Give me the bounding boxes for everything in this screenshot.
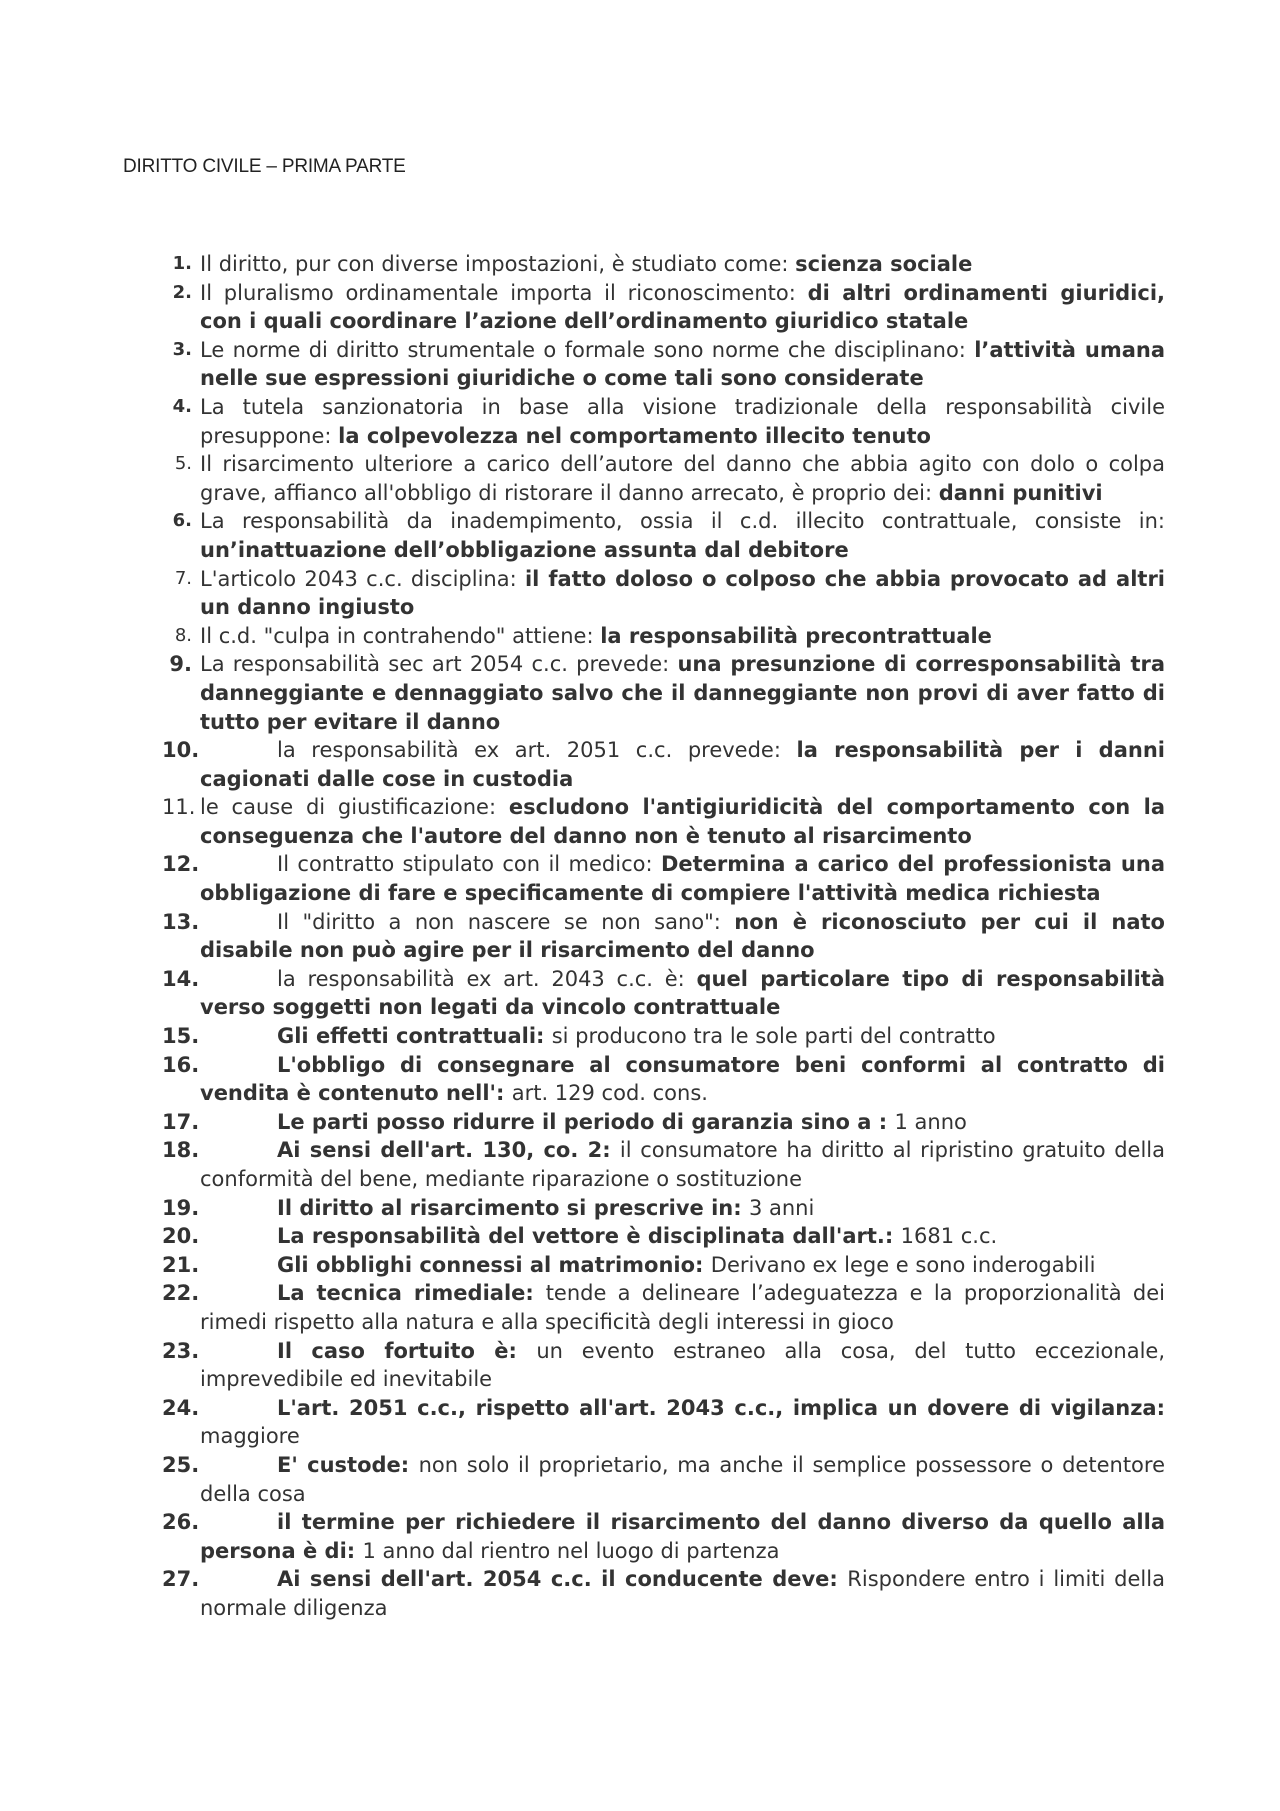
answer-text: maggiore [200, 1424, 300, 1449]
item-number: 5. [174, 453, 192, 475]
list-item [162, 1394, 1165, 1451]
question-text: Gli obblighi connessi al matrimonio: [277, 1252, 711, 1277]
item-number: 21. [162, 1252, 200, 1277]
question-text: Il risarcimento ulteriore a carico dell’autore del danno che abbia agito con dolo o colpa grave, affianco all'obbligo di ristorare il danno arrecato, è proprio dei: [200, 452, 1165, 505]
item-number: 27. [162, 1567, 200, 1592]
item-number: 24. [162, 1395, 200, 1420]
list-item [162, 1565, 1165, 1622]
answer-text: la colpevolezza nel comportamento illecito tenuto [338, 423, 931, 448]
answer-text: 1 anno dal rientro nel luogo di partenza [362, 1538, 780, 1563]
question-text: la responsabilità ex art. 2043 c.c. è: [277, 966, 697, 991]
item-number: 15. [162, 1024, 200, 1049]
question-text: Le norme di diritto strumentale o formale sono norme che disciplinano: [200, 337, 975, 362]
question-text: La tecnica rimediale: [277, 1281, 546, 1306]
question-text: L'obbligo di consegnare al consumatore beni conformi al contratto di vendita è contenuto nell': [200, 1052, 1165, 1106]
question-text: Ai sensi dell'art. 130, co. 2: [277, 1138, 620, 1163]
item-number: 26. [162, 1510, 200, 1535]
list-item [162, 1451, 1165, 1508]
answer-text: 1 anno [894, 1109, 967, 1134]
list-item [172, 336, 1166, 393]
question-text: La tutela sanzionatoria in base alla visione tradizionale della responsabilità civile presuppone: [200, 394, 1165, 448]
list-item [162, 793, 1165, 850]
item-number: 19. [162, 1195, 200, 1220]
question-text: La responsabilità da inadempimento, ossia il c.d. illecito contrattuale, consiste in: [200, 509, 1165, 534]
item-number: 9. [169, 652, 192, 677]
item-number: 3. [172, 338, 192, 360]
question-text: Il "diritto a non nascere se non sano": [277, 909, 735, 934]
answer-text: di altri ordinamenti giuridici, con i quali coordinare l’azione dell’ordinamento giuridico statale [200, 280, 1165, 334]
item-number: 14. [162, 966, 200, 991]
list-item [169, 650, 1166, 736]
list-item [162, 850, 1166, 907]
list-item [162, 1337, 1166, 1394]
answer-text: una presunzione di corresponsabilità tra danneggiante e dennaggiato salvo che il danneggiante non provi di aver fatto di tutto per evitare il danno [200, 652, 1166, 734]
list-item [162, 965, 1166, 1022]
item-number: 23. [162, 1338, 200, 1363]
item-number: 1. [172, 253, 192, 274]
answer-text: scienza sociale [795, 252, 973, 276]
question-text: Il c.d. "culpa in contrahendo" attiene: [200, 623, 601, 648]
answer-text: si producono tra le sole parti del contratto [551, 1024, 996, 1049]
answer-text: non solo il proprietario, ma anche il semplice possessore o detentore della cosa [200, 1452, 1165, 1506]
list-item [162, 736, 1165, 793]
item-number: 16. [162, 1052, 200, 1077]
question-text: E' custode: [277, 1452, 419, 1477]
list-item [162, 1508, 1165, 1565]
list-item [174, 622, 1165, 651]
question-text: Il pluralismo ordinamentale importa il riconoscimento: [200, 280, 808, 305]
answer-text: il consumatore ha diritto al ripristino gratuito della conformità del bene, mediante riparazione o sostituzione [200, 1138, 1165, 1191]
question-text: la responsabilità ex art. 2051 c.c. prevede: [277, 738, 797, 763]
answer-text: non è riconosciuto per cui il nato disabile non può agire per il risarcimento del danno [200, 909, 1165, 963]
question-text: La responsabilità sec art 2054 c.c. prevede: [200, 652, 678, 677]
question-text: Le parti posso ridurre il periodo di garanzia sino a : [277, 1109, 895, 1134]
item-number: 10. [162, 738, 200, 763]
answer-text: il fatto doloso o colposo che abbia provocato ad altri un danno ingiusto [200, 566, 1165, 620]
question-text: L'articolo 2043 c.c. disciplina: [200, 566, 525, 591]
item-number: 17. [162, 1109, 200, 1134]
item-number: 7. [174, 567, 192, 589]
question-text: Il caso fortuito è: [277, 1338, 537, 1363]
list-item [162, 1108, 1165, 1137]
question-text: L'art. 2051 c.c., rispetto all'art. 2043 c.c., implica un dovere di vigilanza: [277, 1395, 1165, 1420]
list-item [162, 908, 1165, 965]
item-number: 12. [162, 852, 200, 877]
answer-text: escludono l'antigiuridicità del comportamento con la conseguenza che l'autore del danno non è tenuto al risarcimento [200, 795, 1165, 848]
list-item [172, 279, 1165, 336]
item-number: 20. [162, 1224, 200, 1249]
answer-text: quel particolare tipo di responsabilità verso soggetti non legati da vincolo contrattuale [200, 966, 1166, 1020]
answer-text: la responsabilità precontrattuale [600, 623, 992, 648]
item-number: 4. [172, 395, 192, 417]
item-number: 13. [162, 909, 200, 934]
item-number: 22. [162, 1281, 200, 1306]
item-number: 2. [172, 281, 192, 303]
question-text: Ai sensi dell'art. 2054 c.c. il conducente deve: [277, 1567, 848, 1592]
item-number: 11. [162, 795, 196, 820]
answer-text: Derivano ex lege e sono inderogabili [710, 1252, 1096, 1277]
list-item [174, 450, 1165, 507]
answer-text: un evento estraneo alla cosa, del tutto eccezionale, imprevedibile ed inevitabile [200, 1338, 1166, 1392]
question-text: Il contratto stipulato con il medico: [277, 852, 661, 877]
list-item [172, 393, 1165, 450]
item-number: 8. [174, 624, 192, 646]
answer-text: 1681 c.c. [900, 1224, 998, 1249]
question-text: il termine per richiedere il risarcimento del danno diverso da quello alla persona è di: [200, 1510, 1165, 1563]
answer-text: l’attività umana nelle sue espressioni giuridiche o come tali sono considerate [200, 337, 1166, 391]
list-item [162, 1022, 1165, 1051]
item-number: 25. [162, 1452, 200, 1477]
list-item [172, 507, 1165, 564]
list-item [162, 1222, 1165, 1251]
list-item [172, 250, 1165, 279]
answer-text: Rispondere entro i limiti della normale diligenza [200, 1567, 1165, 1620]
list-item [174, 565, 1165, 622]
list-item [162, 1051, 1165, 1108]
question-text: Il diritto, pur con diverse impostazioni, è studiato come: [200, 252, 796, 276]
answer-text: la responsabilità per i danni cagionati dalle cose in custodia [200, 738, 1165, 791]
list-item [162, 1279, 1165, 1336]
question-text: Gli effetti contrattuali: [277, 1024, 552, 1049]
answer-text: Determina a carico del professionista una obbligazione di fare e specificamente di compiere l'attività medica richiesta [200, 852, 1166, 906]
document-title: DIRITTO CIVILE – PRIMA PARTE [123, 156, 406, 177]
answer-text: tende a delineare l’adeguatezza e la proporzionalità dei rimedi rispetto alla natura e alla specificità degli interessi in gioco [200, 1281, 1165, 1334]
question-list [162, 250, 1166, 1623]
item-number: 18. [162, 1138, 200, 1163]
answer-text: 3 anni [748, 1195, 815, 1220]
answer-text: danni punitivi [938, 480, 1103, 505]
answer-text: art. 129 cod. cons. [511, 1081, 708, 1106]
question-text: Il diritto al risarcimento si prescrive in: [277, 1195, 749, 1220]
question-text: La responsabilità del vettore è disciplinata dall'art.: [277, 1224, 901, 1249]
list-item [162, 1194, 1165, 1223]
item-number: 6. [172, 510, 192, 532]
answer-text: un’inattuazione dell’obbligazione assunta dal debitore [200, 537, 849, 562]
list-item [162, 1251, 1165, 1280]
question-text: le cause di giustificazione: [200, 795, 509, 820]
list-item [162, 1136, 1165, 1193]
